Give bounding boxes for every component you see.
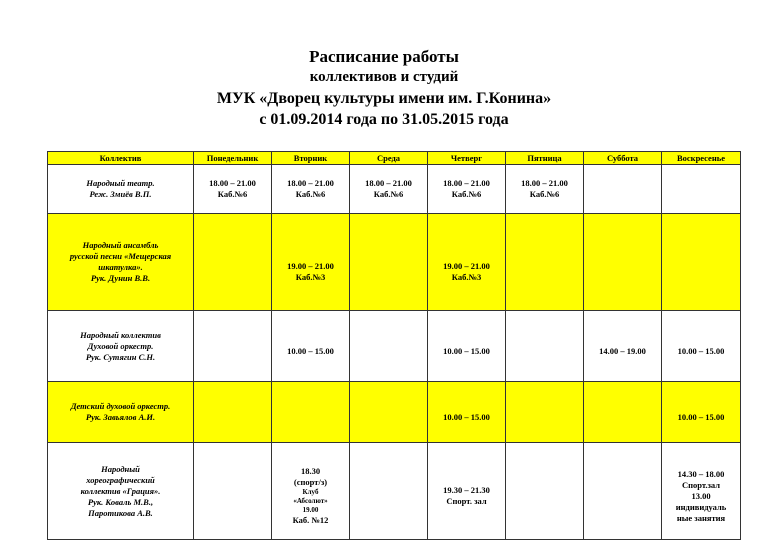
document-title [0, 46, 768, 130]
schedule-cell [662, 165, 741, 214]
schedule-cell [662, 214, 741, 311]
header-wednesday: Среда [350, 152, 428, 165]
schedule-cell [506, 382, 584, 443]
table-row [48, 165, 741, 214]
schedule-cell: 10.00 – 15.00 [662, 311, 741, 382]
title-line-3: МУК «Дворец культуры имени им. Г.Конина» [216, 90, 552, 107]
collective-name: Народный ансамбль русской песни «Мещерская шкатулка». Рук. Дунин В.В. [48, 214, 194, 311]
schedule-cell [506, 214, 584, 311]
collective-name: Народный хореографический коллектив «Грация». Рук. Коваль М.В., Паротикова А.В. [48, 443, 194, 540]
schedule-cell: 18.00 – 21.00 Каб.№6 [428, 165, 506, 214]
schedule-cell [506, 311, 584, 382]
schedule-cell [272, 382, 350, 443]
schedule-cell: 14.00 – 19.00 [584, 311, 662, 382]
schedule-cell: 18.00 – 21.00 Каб.№6 [272, 165, 350, 214]
schedule-cell [350, 382, 428, 443]
header-friday: Пятница [506, 152, 584, 165]
schedule-cell: 18.30 (спорт/з) Клуб «Абсолют» 19.00 Каб. №12 [272, 443, 350, 540]
table-row [48, 311, 741, 382]
schedule-cell [584, 382, 662, 443]
title-line-1: Расписание работы [309, 47, 459, 66]
schedule-cell: 10.00 – 15.00 [428, 382, 506, 443]
schedule-cell: 19.30 – 21.30 Спорт. зал [428, 443, 506, 540]
header-thursday: Четверг [428, 152, 506, 165]
header-saturday: Суббота [584, 152, 662, 165]
header-monday: Понедельник [194, 152, 272, 165]
title-line-4: с 01.09.2014 года по 31.05.2015 года [259, 111, 509, 128]
schedule-cell [350, 443, 428, 540]
title-line-2: коллективов и студий [309, 69, 459, 85]
header-collective: Коллектив [48, 152, 194, 165]
schedule-cell [194, 311, 272, 382]
schedule-cell: 18.00 – 21.00 Каб.№6 [506, 165, 584, 214]
header-sunday: Воскресенье [662, 152, 741, 165]
schedule-cell [194, 443, 272, 540]
table-row [48, 443, 741, 540]
schedule-cell [584, 443, 662, 540]
schedule-cell: 10.00 – 15.00 [272, 311, 350, 382]
schedule-cell [194, 214, 272, 311]
schedule-cell: 18.00 – 21.00 Каб.№6 [194, 165, 272, 214]
schedule-cell: 10.00 – 15.00 [428, 311, 506, 382]
schedule-cell: 14.30 – 18.00 Спорт.зал 13.00 индивидуаль ные занятия [662, 443, 741, 540]
schedule-cell [350, 214, 428, 311]
header-tuesday: Вторник [272, 152, 350, 165]
header-row [48, 152, 741, 165]
collective-name: Народный театр. Реж. Змиёв В.П. [48, 165, 194, 214]
schedule-table [47, 151, 741, 540]
schedule-cell [350, 311, 428, 382]
schedule-cell: 19.00 – 21.00 Каб.№3 [428, 214, 506, 311]
collective-name: Детский духовой оркестр. Рук. Завьялов А.И. [48, 382, 194, 443]
schedule-cell: 10.00 – 15.00 [662, 382, 741, 443]
schedule-cell [584, 165, 662, 214]
collective-name: Народный коллектив Духовой оркестр. Рук. Сутягин С.Н. [48, 311, 194, 382]
table-row [48, 214, 741, 311]
schedule-cell [584, 214, 662, 311]
schedule-cell: 18.00 – 21.00 Каб.№6 [350, 165, 428, 214]
schedule-cell: 19.00 – 21.00 Каб.№3 [272, 214, 350, 311]
schedule-cell [506, 443, 584, 540]
table-row [48, 382, 741, 443]
schedule-cell [194, 382, 272, 443]
